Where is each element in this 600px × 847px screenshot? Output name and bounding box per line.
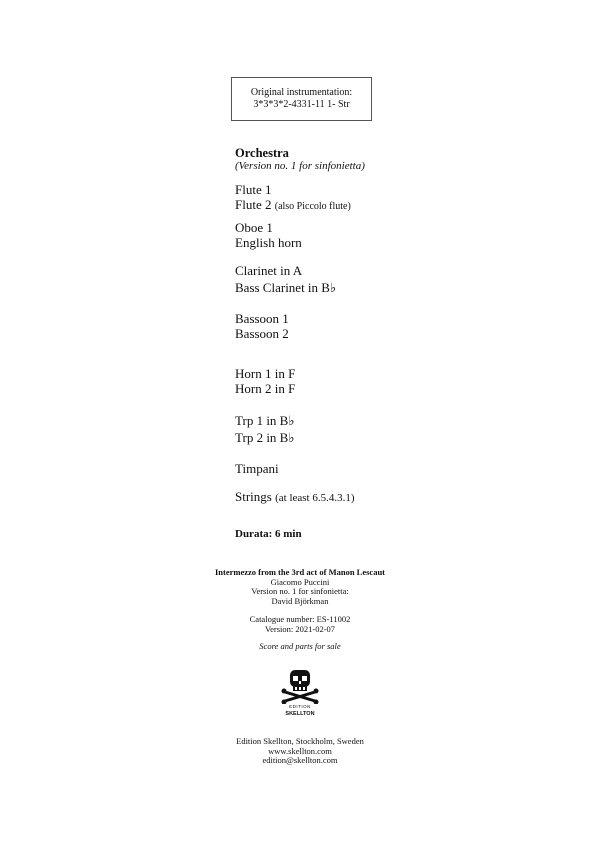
instrument-bassoon-1: Bassoon 1 [235, 311, 289, 326]
instrumentation-box [231, 77, 372, 121]
arranger: David Björkman [271, 595, 329, 606]
logo-name-text: SKELLTON [285, 711, 315, 717]
composer: Giacomo Puccini [270, 576, 330, 587]
piece-title: Intermezzo from the 3rd act of Manon Lescaut [214, 567, 386, 577]
instrument-english-horn: English horn [235, 235, 302, 250]
sale-note: Score and parts for sale [259, 641, 341, 651]
orchestra-subtitle: (Version no. 1 for sinfonietta) [235, 160, 365, 172]
instrument-bassoon-2: Bassoon 2 [235, 326, 289, 341]
instrument-oboe-1: Oboe 1 [235, 220, 273, 235]
instrument-strings-note: (at least 6.5.4.3.1) [275, 492, 355, 504]
instrument-flute-2-name: Flute 2 [235, 197, 272, 212]
orchestra-title: Orchestra [235, 146, 289, 160]
instrument-flute-2-note: (also Piccolo flute) [274, 201, 351, 212]
instrument-horn-1: Horn 1 in F [235, 366, 296, 381]
instrument-strings-name: Strings [235, 489, 272, 504]
instrument-flute-2 [235, 197, 351, 213]
credits-block [150, 568, 450, 652]
instrument-trumpet-2: Trp 2 in B♭ [235, 430, 295, 445]
instrumentation-code: 3*3*3*2-4331-11 1- Str [253, 98, 350, 110]
instrument-bass-clarinet: Bass Clarinet in B♭ [235, 280, 337, 295]
instrument-strings [235, 489, 355, 505]
publisher-block [150, 737, 450, 766]
version-date: Version: 2021-02-07 [264, 623, 336, 634]
durata: Durata: 6 min [235, 528, 302, 540]
logo-edition-text: EDITION [289, 704, 311, 709]
instrument-clarinet: Clarinet in A [235, 263, 303, 278]
instrumentation-label: Original instrumentation: [250, 87, 353, 98]
instrument-timpani: Timpani [235, 461, 279, 476]
instrument-trumpet-1: Trp 1 in B♭ [235, 413, 295, 428]
publisher-address: Edition Skellton, Stockholm, Sweden [236, 736, 364, 746]
publisher-email: edition@skellton.com [262, 755, 338, 765]
version-label: Version no. 1 for sinfonietta: [251, 586, 349, 596]
instrument-horn-2: Horn 2 in F [235, 381, 296, 396]
publisher-web: www.skellton.com [268, 745, 332, 756]
instrument-flute-1: Flute 1 [235, 182, 272, 197]
catalogue-number: Catalogue number: ES-11002 [249, 614, 351, 624]
